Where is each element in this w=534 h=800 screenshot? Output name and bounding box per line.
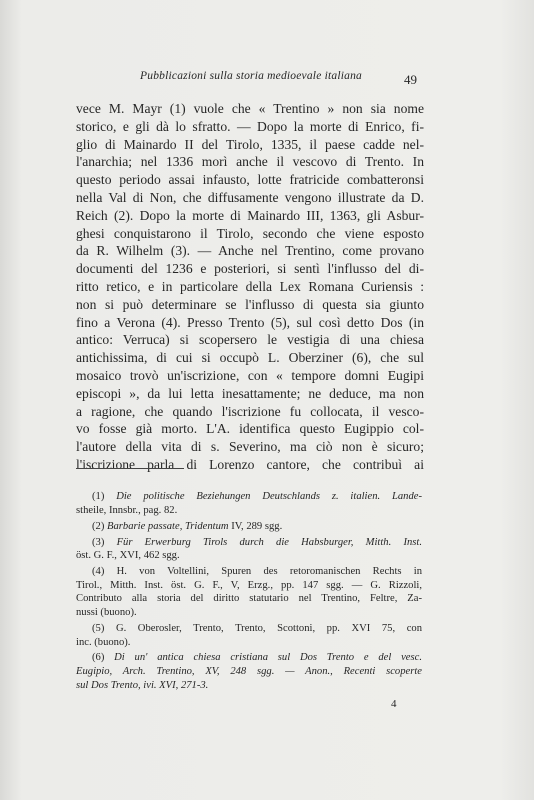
body-line: a ragione, che quando l'iscrizione fu collocata, il vesco- [76,403,424,419]
footnote-divider [76,468,184,469]
footnotes [76,490,422,695]
footnote-continuation: stheile, Innsbr., pag. 82. [76,504,178,516]
footnote-2 [76,520,422,534]
footnote-6 [76,651,422,692]
footnote-title: Barbarie passate, Tridentum [107,520,229,532]
body-line: ghesi conquistarono il Tirolo, secondo che viene esposto [76,225,424,241]
body-line: episcopi », da lui letta inesattamente; ne deduce, ma non [76,385,424,401]
body-text [76,100,424,474]
footnote-title: Für Erwerburg Tirols durch die Habsburger, Mitth. Inst. [116,536,422,548]
footnote-title: Die politische Beziehungen Deutschlands z. italien. Lande- [116,491,422,502]
body-line: mosaico trovò un'iscrizione, con « tempore domni Eugipi [76,367,424,383]
body-line: ritto retico, e in particolare della Lex Romana Curiensis : [76,278,424,294]
body-line: vece M. Mayr (1) vuole che « Trentino » non sia nome [76,101,424,116]
footnote-continuation: Tirol., Mitth. Inst. öst. G. F., V, Erzg., pp. 147 sgg. — G. Rizzoli, [76,579,422,591]
body-line: fino a Verona (4). Presso Trento (5), sul così detto Dos (in [76,314,424,330]
body-line: da R. Wilhelm (3). — Anche nel Trentino, come provano [76,243,424,259]
footnote-continuation: öst. G. F., XVI, 462 sgg. [76,550,180,562]
footnote-continuation: Contributo alla storia del diritto statutario nel Trentino, Feltre, Za- [76,593,422,605]
body-line: l'anarchia; nel 1336 morì anche il vescovo di Trento. In [76,154,424,170]
footnote-mark: (1) [92,491,105,502]
footnote-mark: (6) [92,652,105,664]
body-line: antico: Verruca) si scopersero le vestigia di una chiesa [76,332,424,348]
footnote-text: G. Oberosler, Trento, Trento, Scottoni, pp. XVI 75, con [115,622,422,634]
footnote-continuation: sul Dos Trento, ivi. XVI, 271-3. [76,679,209,691]
body-line: Reich (2). Dopo la morte di Mainardo III, 1363, gli Asbur- [76,207,424,223]
footnote-mark: (3) [92,536,105,548]
footnote-continuation: inc. (buono). [76,636,131,648]
body-line: vo fosse già morto. L'A. identifica questo Eugippio col- [76,421,424,437]
body-line: l'autore della vita di s. Severino, ma ciò non è sicuro; [76,439,424,455]
footnote-continuation: nussi (buono). [76,606,137,618]
footnote-mark: (2) [92,520,105,532]
body-line: documenti del 1236 e posteriori, si sentì l'influsso del di- [76,261,424,277]
footnote-title: Di un' antica chiesa cristiana sul Dos Trento e del vesc. [114,652,422,664]
body-line: antichissima, di cui si occupò L. Oberziner (6), che sul [76,350,424,366]
signature-mark: 4 [391,698,397,710]
footnote-1 [76,490,422,517]
body-line: l'iscrizione parla di Lorenzo cantore, che contribuì ai [76,456,424,472]
page-number: 49 [404,72,417,87]
footnote-mark: (5) [92,622,105,634]
footnote-3 [76,536,422,563]
footnote-4 [76,565,422,619]
footnote-text: IV, 289 sgg. [228,520,283,532]
body-line: storico, e gli dà lo sfratto. — Dopo la morte di Enrico, fi- [76,118,424,134]
body-line: nella Val di Non, che diffusamente vengono illustrate da D. [76,189,424,205]
body-line: questo periodo assai infausto, lotte fratricide combatteronsi [76,172,424,188]
footnote-continuation: Eugipio, Arch. Trentino, XV, 248 sgg. — Anon., Recenti scoperte [76,666,422,678]
footnote-text: H. von Voltellini, Spuren des retoromanischen Rechts in [116,566,422,578]
body-line: glio di Mainardo II del Tirolo, 1335, il paese cadde nel- [76,136,424,152]
body-line: non si può determinare se l'influsso di questa sia giunto [76,296,424,312]
footnote-mark: (4) [92,566,105,578]
running-header: Pubblicazioni sulla storia medioevale italiana [140,70,362,82]
footnote-5 [76,622,422,649]
